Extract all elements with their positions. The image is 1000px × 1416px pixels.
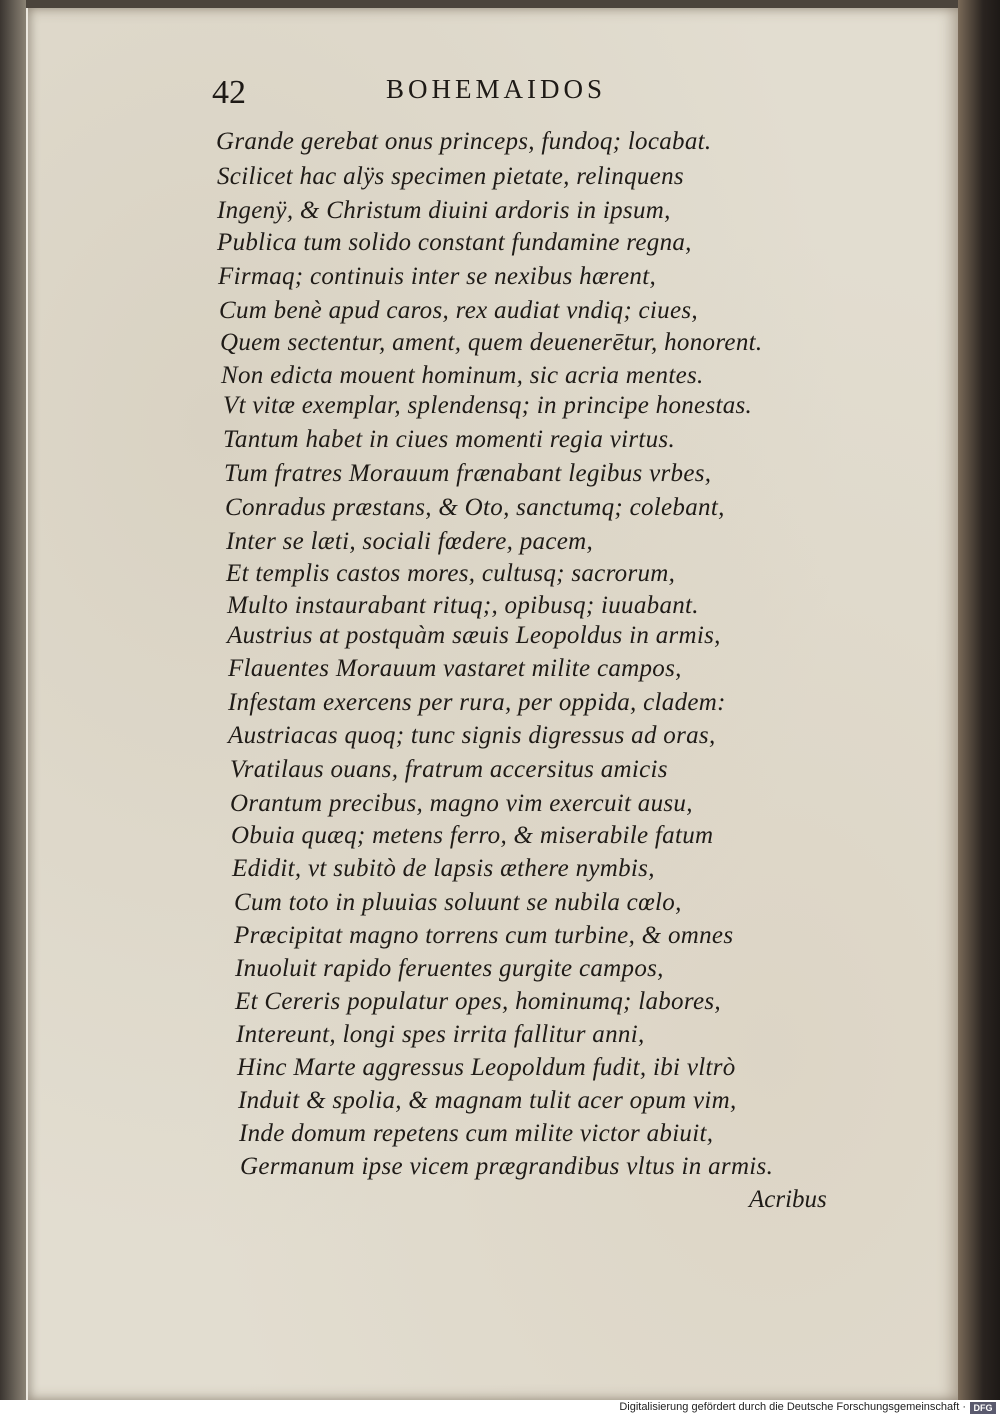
- verse-line: Cum benè apud caros, rex audiat vndiq; ciues,: [219, 297, 698, 324]
- page-number: 42: [212, 74, 246, 111]
- verse-line: Publica tum solido constant fundamine regna,: [217, 229, 692, 256]
- verse-line: Austriacas quoq; tunc signis digressus ad oras,: [228, 722, 716, 749]
- verse-line: Quem sectentur, ament, quem deuenerētur, honorent.: [220, 329, 763, 356]
- verse-line: Firmaq; continuis inter se nexibus hærent,: [218, 263, 657, 290]
- scan-top-edge: [0, 0, 1000, 8]
- verse-line: Orantum precibus, magno vim exercuit ausu,: [230, 790, 693, 817]
- verse-line: Flauentes Morauum vastaret milite campos,: [228, 655, 682, 682]
- verse-line: Et Cereris populatur opes, hominumq; labores,: [235, 988, 721, 1015]
- verse-line: Vratilaus ouans, fratrum accersitus amicis: [230, 756, 668, 783]
- verse-line: Grande gerebat onus princeps, fundoq; locabat.: [216, 128, 712, 155]
- verse-line: Tum fratres Morauum frænabant legibus vrbes,: [224, 460, 712, 487]
- verse-line: Conradus præstans, & Oto, sanctumq; colebant,: [225, 494, 725, 521]
- verse-line: Præcipitat magno torrens cum turbine, & omnes: [234, 922, 734, 949]
- catchword: Acribus: [749, 1186, 827, 1213]
- verse-line: Germanum ipse vicem prægrandibus vltus in armis.: [240, 1153, 774, 1180]
- book-cover-right-edge: [958, 0, 1000, 1400]
- verse-line: Inter se læti, sociali fœdere, pacem,: [226, 528, 594, 555]
- verse-line: Inde domum repetens cum milite victor abiuit,: [239, 1120, 714, 1147]
- verse-line: Non edicta mouent hominum, sic acria mentes.: [221, 362, 704, 389]
- verse-line: Et templis castos mores, cultusq; sacrorum,: [226, 560, 676, 587]
- running-head: BOHEMAIDOS: [386, 74, 607, 104]
- funding-credit: Digitalisierung gefördert durch die Deutsche Forschungsgemeinschaft ·: [619, 1401, 966, 1413]
- verse-line: Cum toto in pluuias soluunt se nubila cœlo,: [234, 889, 682, 916]
- dfg-logo-icon: DFG: [970, 1402, 996, 1414]
- binding-left-edge: [0, 0, 26, 1400]
- verse-line: Infestam exercens per rura, per oppida, cladem:: [228, 689, 726, 716]
- verse-line: Edidit, vt subitò de lapsis æthere nymbis,: [232, 855, 655, 882]
- verse-line: Vt vitæ exemplar, splendensq; in principe honestas.: [223, 392, 753, 419]
- verse-line: Multo instaurabant rituq;, opibusq; iuuabant.: [227, 592, 699, 619]
- verse-line: Hinc Marte aggressus Leopoldum fudit, ibi vltrò: [237, 1054, 736, 1081]
- verse-line: Scilicet hac alÿs specimen pietate, relinquens: [217, 163, 684, 190]
- verse-line: Ingenÿ, & Christum diuini ardoris in ipsum,: [217, 197, 671, 224]
- verse-line: Austrius at postquàm sæuis Leopoldus in armis,: [227, 622, 721, 649]
- verse-line: Tantum habet in ciues momenti regia virtus.: [223, 426, 675, 453]
- verse-line: Obuia quæq; metens ferro, & miserabile fatum: [231, 822, 714, 849]
- verse-line: Intereunt, longi spes irrita fallitur anni,: [236, 1021, 645, 1048]
- verse-line: Inuoluit rapido feruentes gurgite campos,: [235, 955, 664, 982]
- verse-line: Induit & spolia, & magnam tulit acer opum vim,: [238, 1087, 737, 1114]
